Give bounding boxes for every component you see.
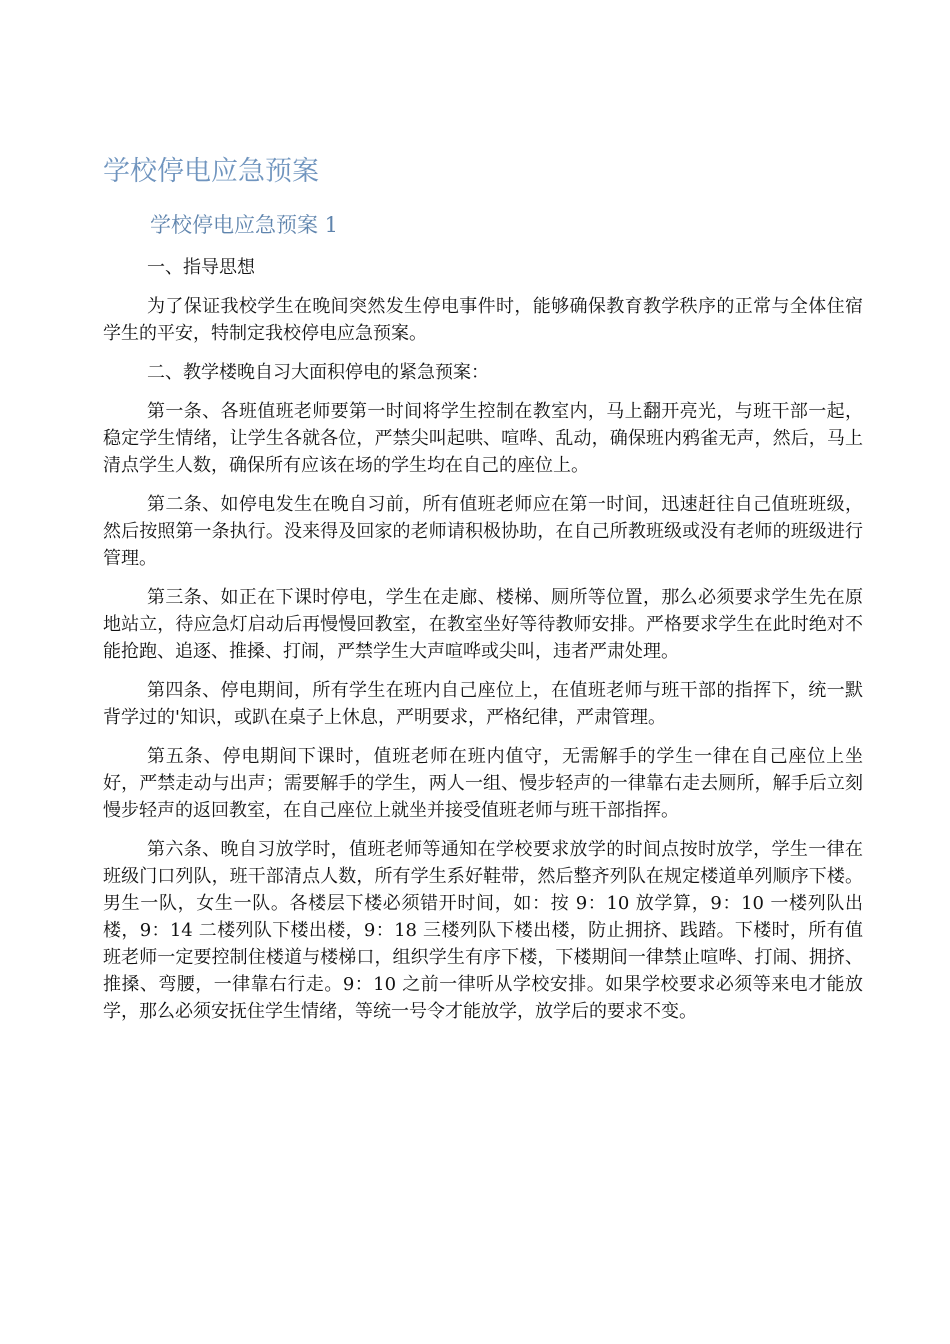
- paragraph-plan-heading: 二、教学楼晚自习大面积停电的紧急预案：: [147, 362, 489, 383]
- document-body: [103, 254, 863, 1037]
- paragraph-article-4: 第四条、停电期间，所有学生在班内自己座位上，在值班老师与班干部的指挥下，统一默背学过的'知识，或趴在桌子上休息，严明要求，严格纪律，严肃管理。: [103, 680, 863, 728]
- paragraph-article-3: 第三条、如正在下课时停电，学生在走廊、楼梯、厕所等位置，那么必须要求学生先在原地站立，待应急灯启动后再慢慢回教室，在教室坐好等待教师安排。严格要求学生在此时绝对不能抢跑、追逐、推搡、打闹，严禁学生大声喧哗或尖叫，违者严肃处理。: [103, 587, 863, 662]
- paragraph-guiding-principle: 一、指导思想: [147, 257, 255, 278]
- paragraph-article-2: 第二条、如停电发生在晚自习前，所有值班老师应在第一时间，迅速赶往自己值班班级，然后按照第一条执行。没来得及回家的老师请积极协助，在自己所教班级或没有老师的班级进行管理。: [103, 494, 863, 569]
- section-heading: 学校停电应急预案 1: [150, 213, 339, 237]
- document-title: 学校停电应急预案: [103, 156, 319, 187]
- paragraph-purpose: 为了保证我校学生在晚间突然发生停电事件时，能够确保教育教学秩序的正常与全体住宿学生的平安，特制定我校停电应急预案。: [103, 296, 863, 344]
- paragraph-article-5: 第五条、停电期间下课时，值班老师在班内值守，无需解手的学生一律在自己座位上坐好，严禁走动与出声；需要解手的学生，两人一组、慢步轻声的一律靠右走去厕所，解手后立刻慢步轻声的返回教室，在自己座位上就坐并接受值班老师与班干部指挥。: [103, 746, 863, 821]
- paragraph-article-1: 第一条、各班值班老师要第一时间将学生控制在教室内，马上翻开亮光，与班干部一起，稳定学生情绪，让学生各就各位，严禁尖叫起哄、喧哗、乱动，确保班内鸦雀无声，然后，马上清点学生人数，确保所有应该在场的学生均在自己的座位上。: [103, 401, 863, 476]
- paragraph-article-6: 第六条、晚自习放学时，值班老师等通知在学校要求放学的时间点按时放学，学生一律在班级门口列队，班干部清点人数，所有学生系好鞋带，然后整齐列队在规定楼道单列顺序下楼。男生一队，女生一队。各楼层下楼必须错开时间，如：按 9：10 放学算，9：10 一楼列队出楼，9：14 二楼列队下楼出楼，9：18 三楼列队下楼出楼，防止拥挤、践踏。下楼时，所有值班老师一定要控制住楼道与楼梯口，组织学生有序下楼，下楼期间一律禁止喧哗、打闹、拥挤、推搡、弯腰，一律靠右行走。9：10 之前一律听从学校安排。如果学校要求必须等来电才能放学，那么必须安抚住学生情绪，等统一号令才能放学，放学后的要求不变。: [103, 839, 863, 1022]
